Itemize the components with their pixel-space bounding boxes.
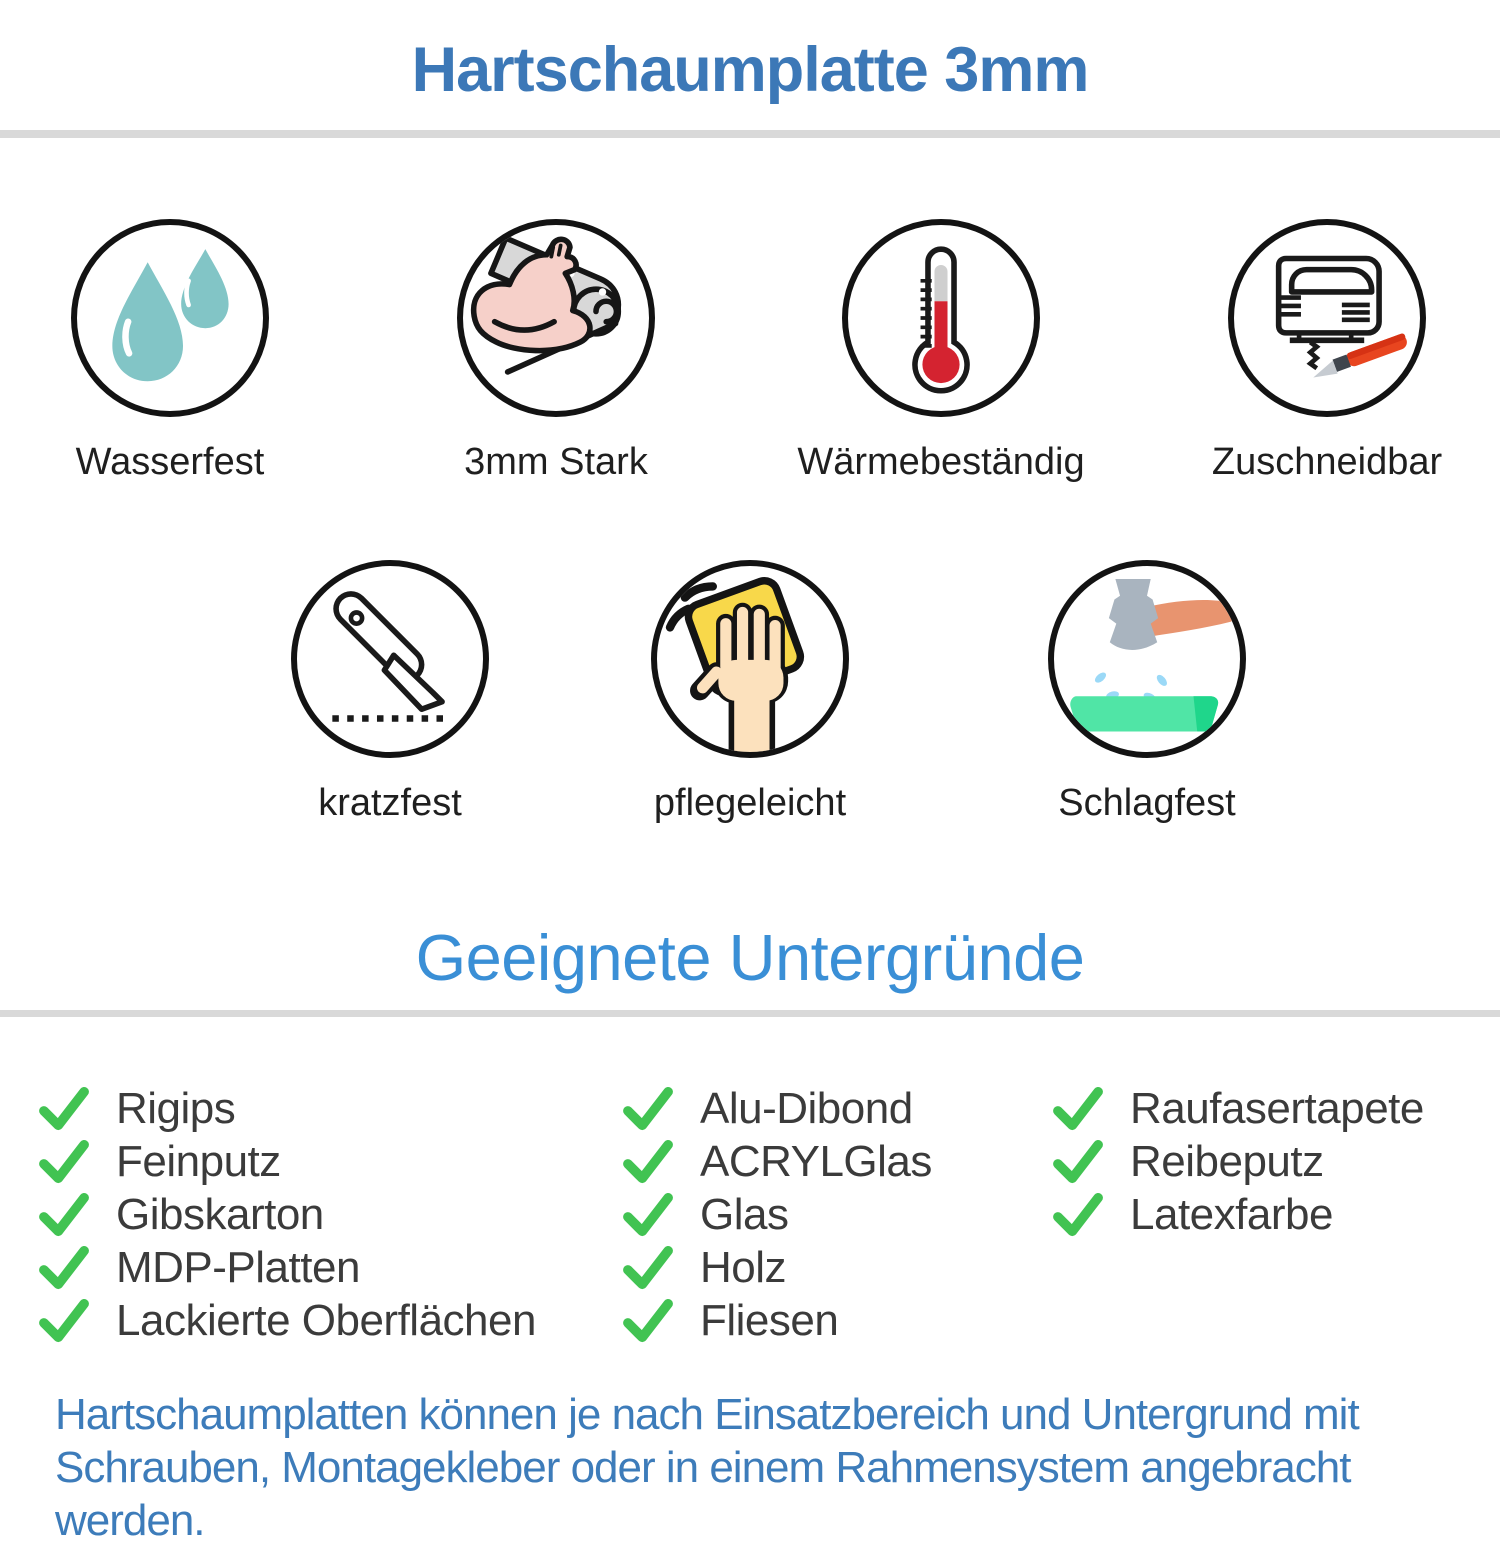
list-item: [622, 1241, 932, 1294]
hammer-impact-icon: [1048, 560, 1246, 758]
list-item: [622, 1294, 932, 1347]
list-item: [38, 1294, 536, 1347]
utility-knife-icon: [291, 560, 489, 758]
substrate-label: MDP-Platten: [116, 1242, 360, 1292]
substrate-label: Rigips: [116, 1083, 236, 1133]
substrate-column-2: [622, 1082, 932, 1347]
substrate-label: Gibskarton: [116, 1189, 324, 1239]
muscle-arm-icon: [457, 219, 655, 417]
wiping-hand-icon: [651, 560, 849, 758]
list-item: [622, 1082, 932, 1135]
check-icon: [1052, 1086, 1104, 1132]
list-item: [622, 1135, 932, 1188]
check-icon: [38, 1298, 90, 1344]
check-icon: [38, 1139, 90, 1185]
list-item: [1052, 1135, 1424, 1188]
divider-bar-top: [0, 130, 1500, 138]
substrate-label: ACRYLGlas: [700, 1136, 932, 1186]
footer-note: [55, 1388, 1465, 1547]
list-item: [38, 1241, 536, 1294]
feature-label: Wasserfest: [75, 441, 265, 483]
feature-label: 3mm Stark: [464, 441, 648, 483]
list-item: [1052, 1188, 1424, 1241]
list-item: [38, 1188, 536, 1241]
feature-label: Wärmebeständig: [797, 441, 1085, 483]
substrate-label: Reibeputz: [1130, 1136, 1324, 1186]
feature-waermebestaendig: [771, 219, 1111, 484]
check-icon: [1052, 1192, 1104, 1238]
footer-line-1: Hartschaumplatten können je nach Einsatzbereich und Untergrund mit: [55, 1390, 1359, 1439]
feature-label: pflegeleicht: [653, 782, 847, 824]
check-icon: [622, 1245, 674, 1291]
feature-3mm-stark: [386, 219, 726, 484]
list-item: [38, 1082, 536, 1135]
check-icon: [622, 1298, 674, 1344]
substrate-column-1: [38, 1082, 536, 1347]
divider-bar-middle: [0, 1010, 1500, 1017]
feature-kratzfest: [220, 560, 560, 825]
check-icon: [622, 1139, 674, 1185]
feature-label: Schlagfest: [1058, 782, 1236, 824]
check-icon: [38, 1245, 90, 1291]
list-item: [1052, 1082, 1424, 1135]
feature-label: Zuschneidbar: [1211, 441, 1443, 483]
footer-line-2: Schrauben, Montagekleber oder in einem Rahmensystem angebracht werden.: [55, 1443, 1351, 1545]
substrate-label: Feinputz: [116, 1136, 281, 1186]
list-item: [622, 1188, 932, 1241]
check-icon: [1052, 1139, 1104, 1185]
list-item: [38, 1135, 536, 1188]
feature-wasserfest: [0, 219, 340, 484]
page-title: Hartschaumplatte 3mm: [411, 35, 1089, 105]
check-icon: [622, 1086, 674, 1132]
feature-pflegeleicht: [580, 560, 920, 825]
substrate-label: Fliesen: [700, 1295, 839, 1345]
check-icon: [38, 1086, 90, 1132]
substrate-label: Alu-Dibond: [700, 1083, 913, 1133]
check-icon: [622, 1192, 674, 1238]
feature-label: kratzfest: [318, 782, 462, 824]
substrate-label: Lackierte Oberflächen: [116, 1295, 536, 1345]
substrate-label: Latexfarbe: [1130, 1189, 1333, 1239]
substrate-column-3: [1052, 1082, 1424, 1241]
substrate-label: Raufasertapete: [1130, 1083, 1424, 1133]
thermometer-icon: [842, 219, 1040, 417]
substrate-label: Glas: [700, 1189, 789, 1239]
water-drops-icon: [71, 219, 269, 417]
substrate-label: Holz: [700, 1242, 787, 1292]
jigsaw-cutter-icon: [1228, 219, 1426, 417]
section-title-untergruende: Geeignete Untergründe: [415, 921, 1085, 994]
feature-schlagfest: [977, 560, 1317, 825]
feature-zuschneidbar: [1157, 219, 1497, 484]
check-icon: [38, 1192, 90, 1238]
